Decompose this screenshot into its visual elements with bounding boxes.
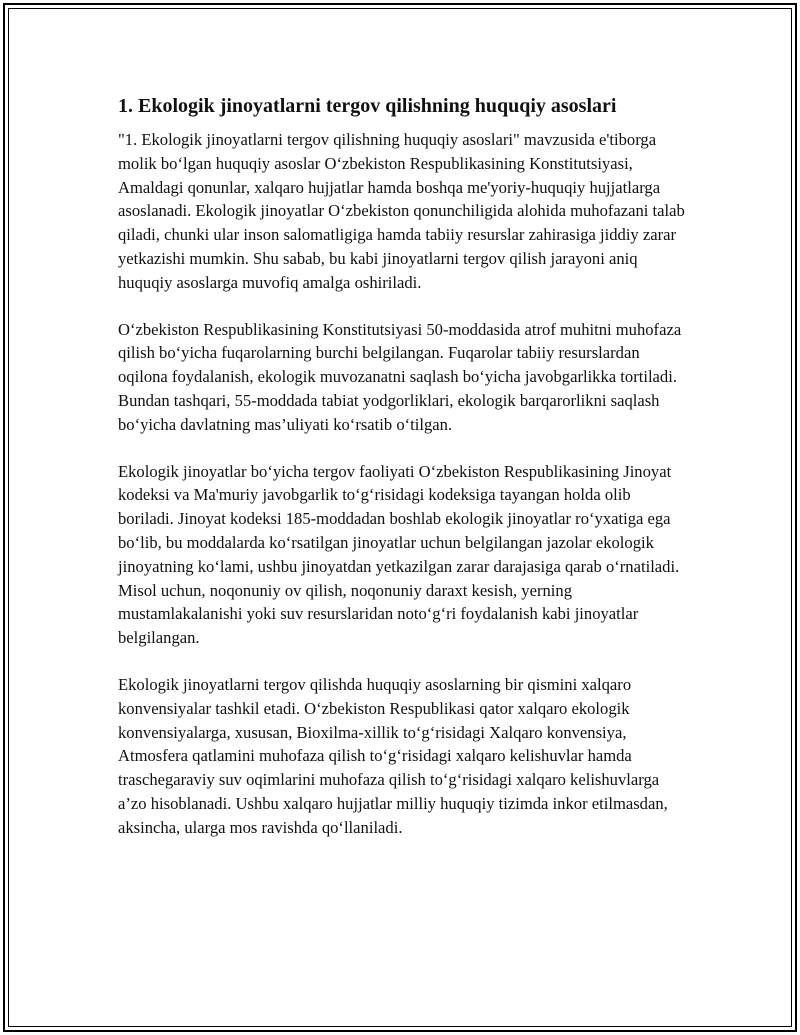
document-body	[118, 94, 688, 863]
paragraph-1: "1. Ekologik jinoyatlarni tergov qilishning huquqiy asoslari" mavzusida e'tiborga molik bo‘lgan huquqiy asoslar O‘zbekiston Respublikasining Konstitutsiyasi, Amaldagi qonunlar, xalqaro hujjatlar hamda boshqa me'yoriy-huquqiy hujjatlarga asoslanadi. Ekologik jinoyatlar O‘zbekiston qonunchiligida alohida muhofazani talab qiladi, chunki ular inson salomatligiga hamda tabiiy resurslar zahirasiga jiddiy zarar yetkazishi mumkin. Shu sabab, bu kabi jinoyatlarni tergov qilish jarayoni aniq huquqiy asoslarga muvofiq amalga oshiriladi.	[118, 130, 685, 292]
paragraph-2: O‘zbekiston Respublikasining Konstitutsiyasi 50-moddasida atrof muhitni muhofaza qilish bo‘yicha fuqarolarning burchi belgilangan. Fuqarolar tabiiy resurslardan oqilona foydalanish, ekologik muvozanatni saqlash bo‘yicha javobgarlikka tortiladi. Bundan tashqari, 55-moddada tabiat yodgorliklari, ekologik barqarorlikni saqlash bo‘yicha davlatning mas’uliyati ko‘rsatib o‘tilgan.	[118, 319, 682, 434]
paragraph-3: Ekologik jinoyatlar bo‘yicha tergov faoliyati O‘zbekiston Respublikasining Jinoyat kodeksi va Ma'muriy javobgarlik to‘g‘risidagi kodeksiga tayangan holda olib boriladi. Jinoyat kodeksi 185-moddadan boshlab ekologik jinoyatlar ro‘yxatiga ega bo‘lib, bu moddalarda ko‘rsatilgan jinoyatlar uchun belgilangan jazolar ekologik jinoyatning ko‘lami, ushbu jinoyatdan yetkazilgan zarar darajasiga qarab o‘rnatiladi. Misol uchun, noqonuniy ov qilish, noqonuniy daraxt kesish, yerning mustamlakalanishi yoki suv resurslaridan noto‘g‘ri foydalanish kabi jinoyatlar belgilangan.	[118, 461, 680, 648]
section-heading: 1. Ekologik jinoyatlarni tergov qilishning huquqiy asoslari	[118, 95, 617, 117]
paragraph-4: Ekologik jinoyatlarni tergov qilishda huquqiy asoslarning bir qismini xalqaro konvensiyalar tashkil etadi. O‘zbekiston Respublikasi qator xalqaro ekologik konvensiyalarga, xususan, Bioxilma-xillik to‘g‘risidagi Xalqaro konvensiya, Atmosfera qatlamini muhofaza qilish to‘g‘risidagi xalqaro kelishuvlar hamda traschegaraviy suv oqimlarini muhofaza qilish to‘g‘risidagi xalqaro kelishuvlarga a’zo hisoblanadi. Ushbu xalqaro hujjatlar milliy huquqiy tizimda inkor etilmasdan, aksincha, ularga mos ravishda qo‘llaniladi.	[118, 674, 668, 837]
